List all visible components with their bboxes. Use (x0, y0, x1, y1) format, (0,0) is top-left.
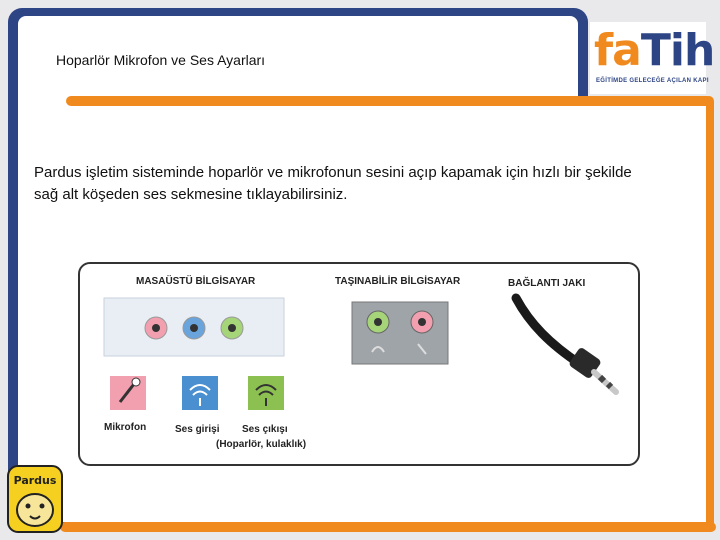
desktop-heading: MASAÜSTÜ BİLGİSAYAR (136, 276, 256, 287)
laptop-heading: TAŞINABİLİR BİLGİSAYAR (335, 276, 461, 287)
jack-plug (594, 372, 616, 392)
audio-ports-figure (78, 262, 640, 466)
title-divider (66, 96, 712, 106)
caption-line-out-detail: (Hoparlör, kulaklık) (216, 439, 307, 450)
fatih-logo (590, 22, 715, 94)
caption-line-out: Ses çıkışı (242, 424, 288, 435)
logo-word-part2: Tih (640, 25, 715, 76)
body-paragraph: Pardus işletim sisteminde hoparlör ve mikrofonun sesini açıp kapamak için hızlı bir şekilde sağ alt köşeden ses sekmesine tıklayabilirsiniz. (34, 164, 632, 203)
pardus-logo (6, 464, 64, 534)
logo-word-part1: fa (594, 25, 641, 76)
jack-cable (516, 298, 580, 364)
laptop-panel (352, 302, 448, 364)
caption-mic: Mikrofon (104, 422, 147, 433)
pardus-leopard-icon (6, 464, 64, 534)
jack-heading: BAĞLANTI JAKI (508, 278, 586, 289)
logo-tagline: EĞİTİMDE GELECEĞE AÇILAN KAPI (596, 78, 709, 84)
figure-illustration (80, 264, 634, 460)
page-title: Hoparlör Mikrofon ve Ses Ayarları (56, 52, 266, 68)
bottom-border (60, 522, 716, 532)
svg-text:Pardus: Pardus (13, 474, 57, 487)
caption-line-in: Ses girişi (175, 424, 220, 435)
